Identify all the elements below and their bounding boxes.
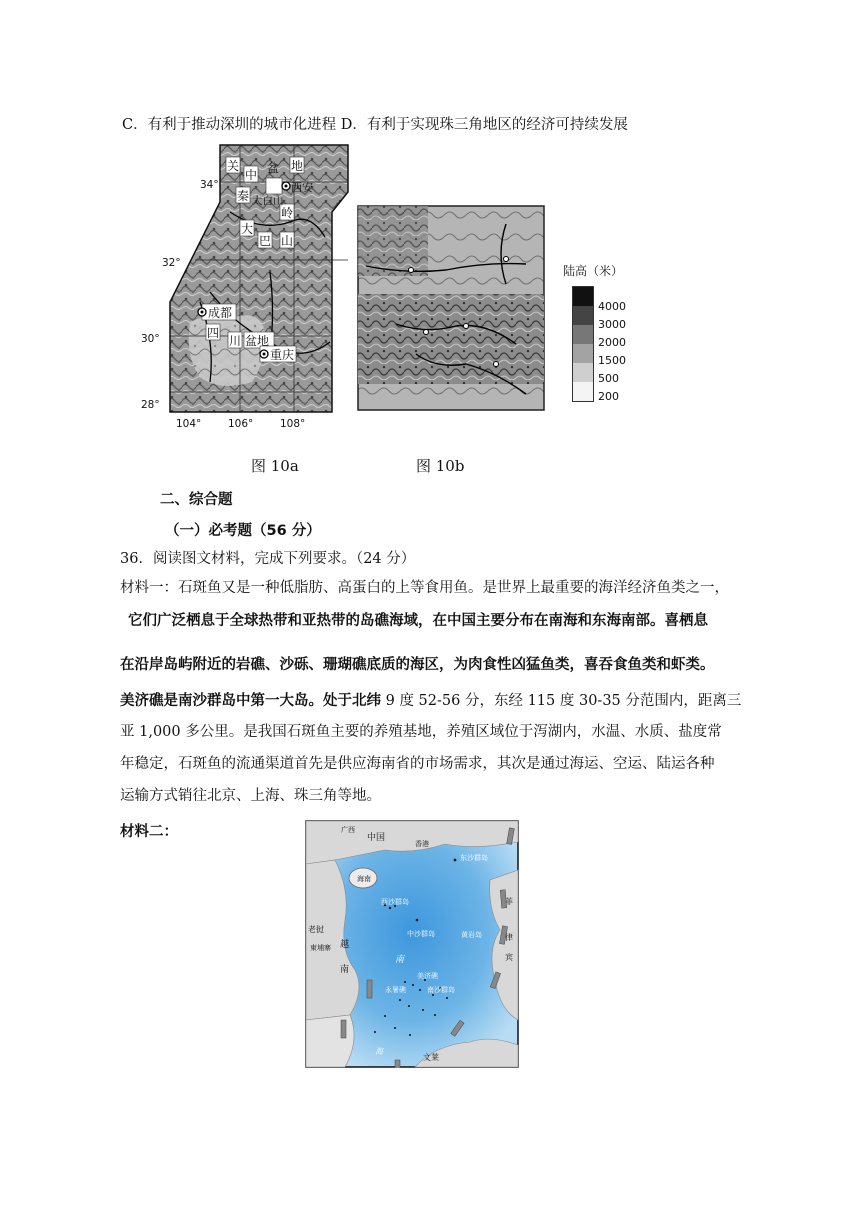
label-nan-sea: 南 (395, 955, 405, 965)
label-si: 四 (207, 326, 220, 340)
figure-10b-map (356, 204, 548, 414)
question-options-line: C．有利于推动深圳的城市化进程 D．有利于实现珠三角地区的经济可持续发展 (122, 117, 628, 133)
label-guan: 关 (227, 159, 240, 173)
label-hongkong: 香港 (415, 840, 429, 848)
legend-value: 1500 (598, 354, 626, 367)
material-line: 亚 1,000 多公里。是我国石斑鱼主要的养殖基地，养殖区域位于泻湖内，水温、水质、盐度常 (120, 724, 722, 740)
label-ling: 岭 (281, 206, 294, 220)
label-huangyan: 黄岩岛 (461, 931, 482, 939)
label-laos: 老挝 (308, 925, 324, 934)
material-line: 运输方式销往北京、上海、珠三角等地。 (120, 788, 381, 804)
figure-10a-map (140, 142, 370, 432)
label-pen: 盆 (267, 161, 280, 175)
lon-label-106: 106° (228, 418, 254, 430)
label-hai: 海 (375, 1047, 383, 1056)
lat-label-34: 34° (200, 179, 219, 191)
material-line: 它们广泛栖息于全球热带和亚热带的岛礁海域，在中国主要分布在南海和东海南部。喜栖息 (128, 613, 708, 629)
label-yue: 越 (340, 940, 350, 950)
legend-value: 500 (598, 372, 619, 385)
label-xisha: 西沙群岛 (381, 898, 409, 906)
label-guangxi: 广西 (341, 826, 355, 834)
legend-values (598, 298, 626, 406)
label-taibai: 太白山 (252, 195, 284, 207)
material-line-rest: 9 度 52-56 分，东经 115 度 30-35 分范围内，距离三 (381, 693, 742, 709)
label-qin: 秦 (237, 189, 250, 203)
label-dongsha: 东沙群岛 (460, 854, 488, 862)
section-title: 二、综合题 (160, 492, 233, 508)
question-36-intro: 36．阅读图文材料，完成下列要求。（24 分） (120, 551, 416, 567)
label-zhongsha: 中沙群岛 (407, 930, 435, 938)
label-ba: 巴 (259, 234, 272, 248)
label-chuan: 川 (229, 334, 242, 348)
figure-10a-caption: 图 10a (251, 457, 299, 475)
label-china: 中国 (367, 833, 386, 843)
material-line-bold-part: 美济礁是南沙群岛中第一大岛。处于北纬 (120, 693, 381, 709)
material-line: 在沿岸岛屿附近的岩礁、沙砾、珊瑚礁底质的海区，为肉食性凶猛鱼类，喜吞食鱼类和虾类。 (120, 657, 715, 673)
section-subtitle: （一）必考题（56 分） (165, 523, 321, 539)
lat-label-32: 32° (162, 257, 181, 269)
label-pendi: 盆地 (245, 334, 270, 348)
label-zhong: 中 (245, 168, 258, 182)
lon-label-108: 108° (280, 418, 306, 430)
legend-value: 200 (598, 390, 619, 403)
material-line: 材料一：石斑鱼又是一种低脂肪、高蛋白的上等食用鱼。是世界上最重要的海洋经济鱼类之一， (120, 580, 729, 596)
label-da: 大 (241, 222, 254, 236)
label-bin: 宾 (505, 953, 513, 962)
label-wenlai: 文莱 (423, 1053, 439, 1062)
legend-value: 4000 (598, 300, 626, 313)
label-shan: 山 (281, 234, 294, 248)
label-chengdu: 成都 (208, 306, 233, 320)
material-line (120, 689, 741, 710)
label-chongqing: 重庆 (270, 348, 295, 362)
legend-value: 2000 (598, 336, 626, 349)
label-cambodia: 柬埔寨 (310, 944, 331, 952)
label-di: 地 (291, 159, 304, 173)
label-fei: 菲 (505, 897, 513, 906)
legend-title: 陆高（米） (563, 264, 624, 278)
label-nan-vietnam: 南 (340, 965, 350, 975)
lat-label-30: 30° (141, 333, 160, 345)
legend-value: 3000 (598, 318, 626, 331)
label-meiji: 美济礁 (417, 972, 438, 980)
label-nansha: 南沙群岛 (427, 986, 455, 994)
lon-label-104: 104° (176, 418, 202, 430)
elevation-legend-bar (572, 286, 594, 402)
material-2-label: 材料二： (120, 824, 178, 840)
label-lv: 律 (505, 933, 513, 942)
label-yongshu: 永暑礁 (385, 986, 406, 994)
lat-label-28: 28° (141, 399, 160, 411)
figure-10b-caption: 图 10b (416, 457, 465, 475)
material-line: 年稳定，石斑鱼的流通渠道首先是供应海南省的市场需求，其次是通过海运、空运、陆运各种 (120, 756, 715, 772)
label-hainan: 海南 (357, 875, 371, 883)
label-xian: 西安 (291, 181, 313, 194)
south-china-sea-map (305, 820, 519, 1068)
